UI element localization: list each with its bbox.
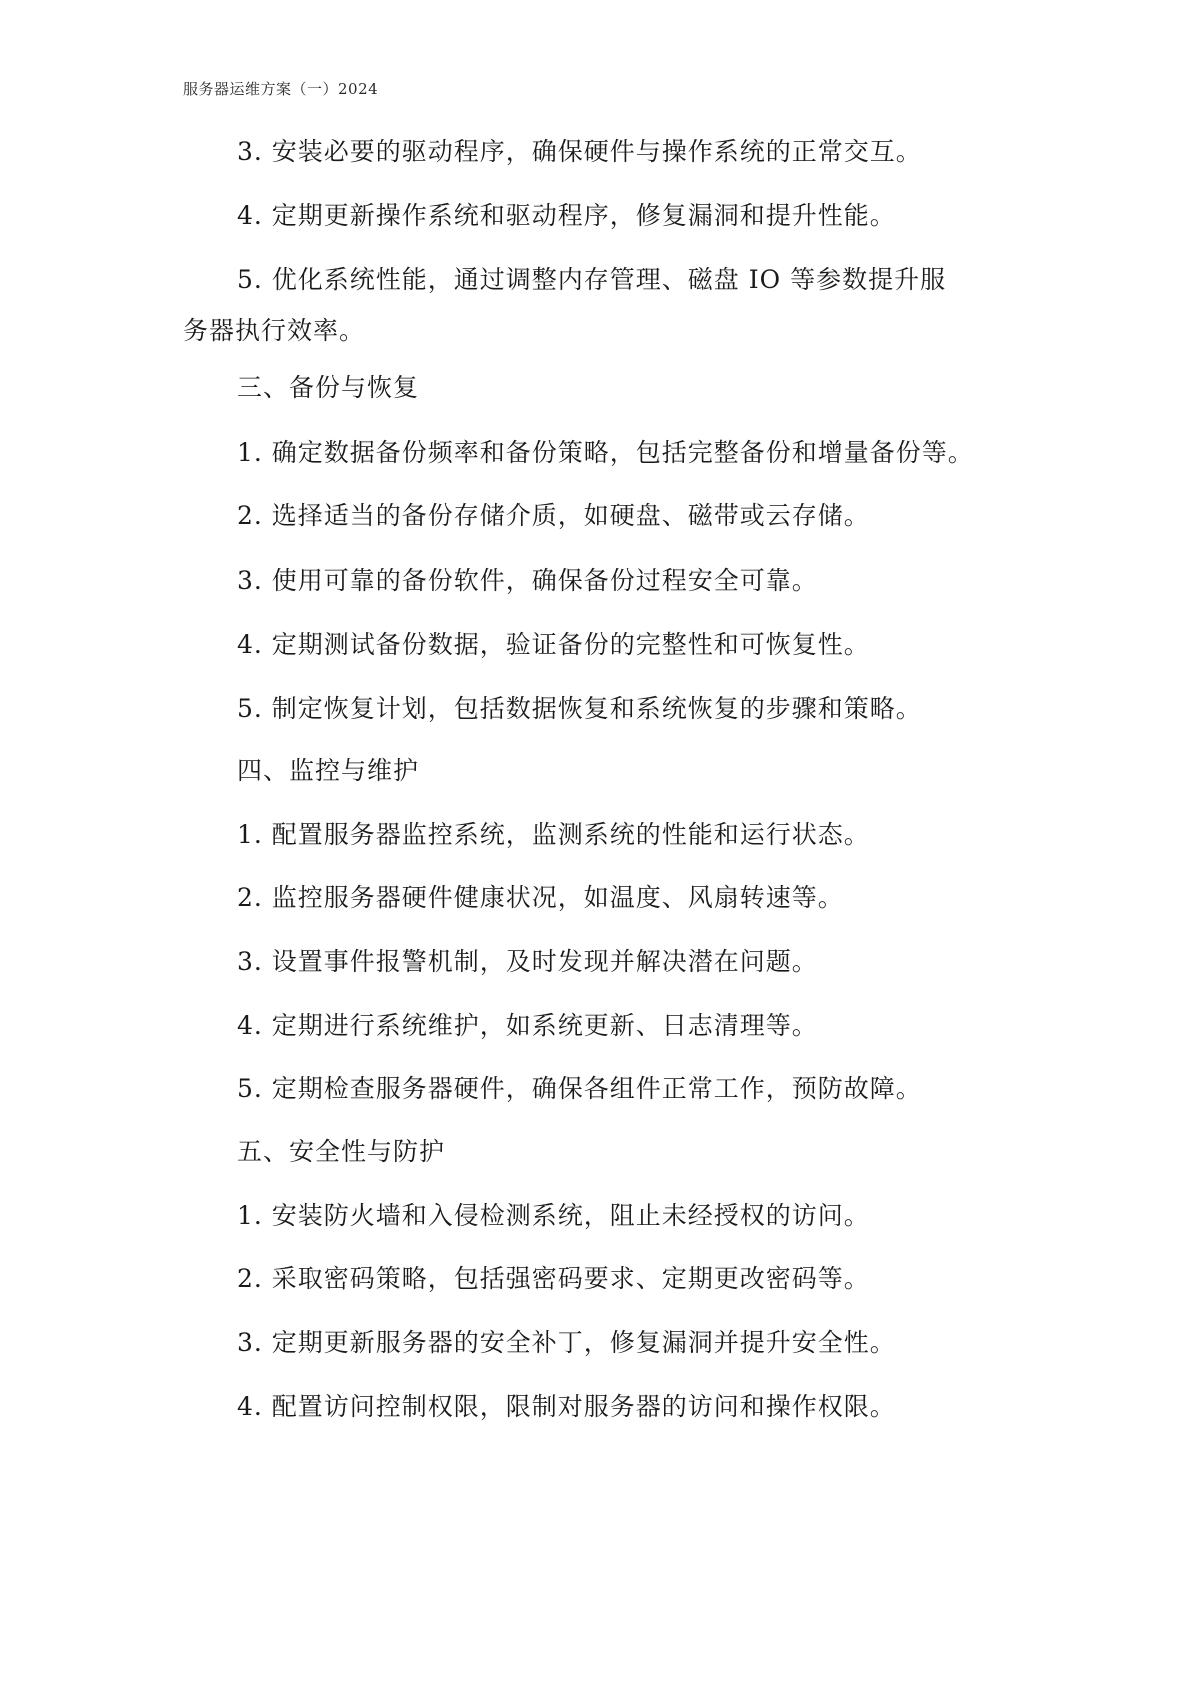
paragraph-line-continuation: 务器执行效率。	[183, 316, 366, 345]
paragraph-line: 2. 采取密码策略，包括强密码要求、定期更改密码等。	[237, 1264, 870, 1293]
paragraph-line: 1. 安装防火墙和入侵检测系统，阻止未经授权的访问。	[237, 1201, 870, 1230]
paragraph-line: 2. 监控服务器硬件健康状况，如温度、风扇转速等。	[237, 883, 844, 912]
paragraph-line: 3. 定期更新服务器的安全补丁，修复漏洞并提升安全性。	[237, 1328, 896, 1357]
paragraph-line: 3. 设置事件报警机制，及时发现并解决潜在问题。	[237, 947, 818, 976]
section-heading: 四、监控与维护	[237, 756, 420, 785]
paragraph-line: 2. 选择适当的备份存储介质，如硬盘、磁带或云存储。	[237, 501, 870, 530]
paragraph-line: 4. 定期更新操作系统和驱动程序，修复漏洞和提升性能。	[237, 201, 896, 230]
paragraph-line: 5. 定期检查服务器硬件，确保各组件正常工作，预防故障。	[237, 1074, 922, 1103]
section-heading: 三、备份与恢复	[237, 373, 420, 402]
paragraph-line: 3. 安装必要的驱动程序，确保硬件与操作系统的正常交互。	[237, 137, 922, 166]
paragraph-line: 5. 制定恢复计划，包括数据恢复和系统恢复的步骤和策略。	[237, 694, 922, 723]
paragraph-line: 1. 配置服务器监控系统，监测系统的性能和运行状态。	[237, 820, 870, 849]
paragraph-line: 4. 配置访问控制权限，限制对服务器的访问和操作权限。	[237, 1392, 896, 1421]
page-header: 服务器运维方案（一）2024	[183, 80, 379, 98]
section-heading: 五、安全性与防护	[237, 1137, 446, 1166]
paragraph-line: 1. 确定数据备份频率和备份策略，包括完整备份和增量备份等。	[237, 438, 974, 467]
paragraph-line: 4. 定期测试备份数据，验证备份的完整性和可恢复性。	[237, 630, 870, 659]
paragraph-line: 4. 定期进行系统维护，如系统更新、日志清理等。	[237, 1011, 818, 1040]
paragraph-line: 5. 优化系统性能，通过调整内存管理、磁盘 IO 等参数提升服	[237, 265, 947, 294]
paragraph-line: 3. 使用可靠的备份软件，确保备份过程安全可靠。	[237, 566, 818, 595]
